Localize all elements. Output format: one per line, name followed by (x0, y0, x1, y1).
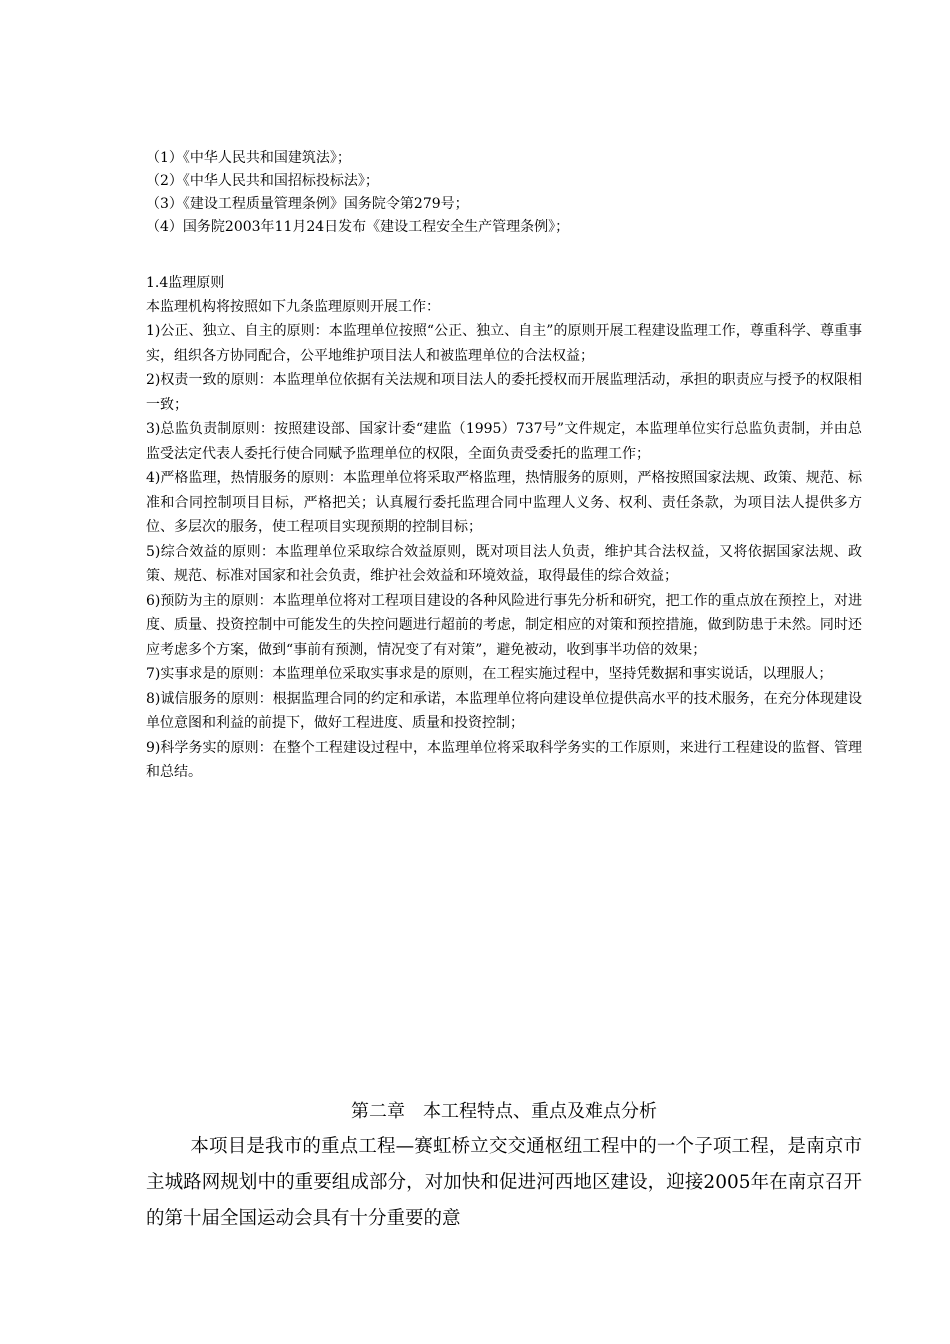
section-intro: 本监理机构将按照如下九条监理原则开展工作： (146, 299, 440, 315)
chapter-title: 第二章 本工程特点、重点及难点分析 (351, 1101, 657, 1122)
chapter-body-paragraph: 本项目是我市的重点工程—赛虹桥立交交通枢纽工程中的一个子项工程，是南京市主城路网规划中的重要组成部分，对加快和促进河西地区建设，迎接2005年在南京召开的第十届全国运动会具有十分重要的意 (146, 1136, 862, 1229)
principle-item: 6)预防为主的原则：本监理单位将对工程项目建设的各种风险进行事先分析和研究，把工作的重点放在预控上，对进度、质量、投资控制中可能发生的失控问题进行超前的考虑，制定相应的对策和预控措施，做到防患于未然。同时还应考虑多个方案，做到“事前有预测，情况变了有对策”，避免被动，收到事半功倍的效果； (146, 592, 862, 658)
chapter-two (146, 1097, 862, 1237)
legal-references-list (146, 147, 866, 239)
principle-item: 9)科学务实的原则：在整个工程建设过程中，本监理单位将采取科学务实的工作原则，来进行工程建设的监督、管理和总结。 (146, 739, 862, 780)
reference-item: （1）《中华人民共和国建筑法》； (146, 150, 351, 166)
principle-item: 7)实事求是的原则：本监理单位采取实事求是的原则，在工程实施过程中，坚持凭数据和事实说话，以理服人； (146, 666, 833, 682)
supervision-principles-section (146, 271, 862, 785)
section-heading: 1.4监理原则 (146, 275, 225, 291)
principle-item: 3)总监负责制原则：按照建设部、国家计委“建监（1995）737号”文件规定，本监理单位实行总监负责制，并由总监受法定代表人委托行使合同赋予监理单位的权限，全面负责受委托的监理工作； (146, 421, 862, 462)
principle-item: 4)严格监理，热情服务的原则：本监理单位将采取严格监理，热情服务的原则，严格按照国家法规、政策、规范、标准和合同控制项目目标，严格把关；认真履行委托监理合同中监理人义务、权利、责任条款，为项目法人提供多方位、多层次的服务，使工程项目实现预期的控制目标； (146, 470, 862, 535)
principle-item: 1)公正、独立、自主的原则：本监理单位按照“公正、独立、自主”的原则开展工程建设监理工作，尊重科学、尊重事实，组织各方协同配合，公平地维护项目法人和被监理单位的合法权益； (146, 323, 862, 364)
principle-item: 8)诚信服务的原则：根据监理合同的约定和承诺，本监理单位将向建设单位提供高水平的技术服务，在充分体现建设单位意图和利益的前提下，做好工程进度、质量和投资控制； (146, 690, 862, 731)
principle-item: 2)权责一致的原则：本监理单位依据有关法规和项目法人的委托授权而开展监理活动，承担的职责应与授予的权限相一致； (146, 372, 862, 413)
reference-item: （3）《建设工程质量管理条例》国务院令第279号； (146, 196, 469, 212)
reference-item: （2）《中华人民共和国招标投标法》； (146, 173, 379, 189)
principle-item: 5)综合效益的原则：本监理单位采取综合效益原则，既对项目法人负责，维护其合法权益，又将依据国家法规、政策、规范、标准对国家和社会负责，维护社会效益和环境效益，取得最佳的综合效益； (146, 543, 862, 584)
reference-item: （4）国务院2003年11月24日发布《建设工程安全生产管理条例》； (146, 219, 570, 235)
